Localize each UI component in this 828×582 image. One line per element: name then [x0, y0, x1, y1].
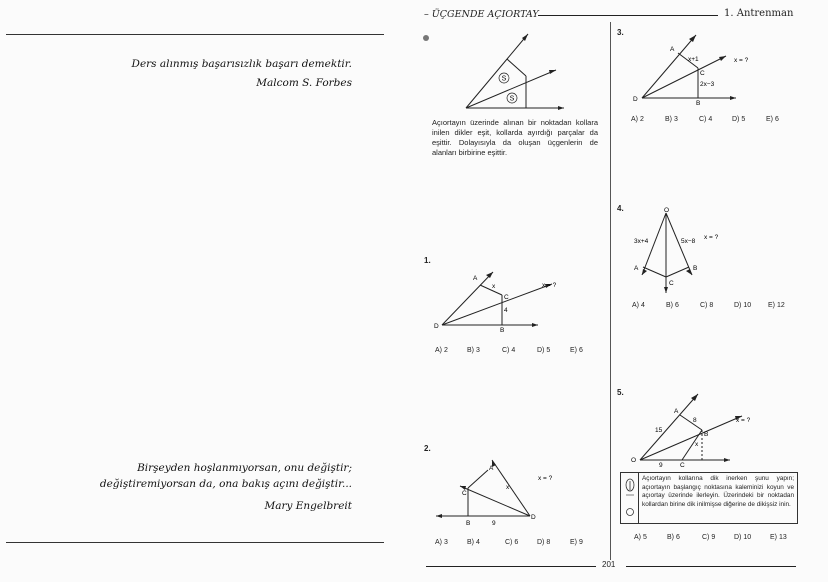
- question-5-figure: [626, 388, 796, 470]
- q2-option-b[interactable]: B) 4: [467, 539, 480, 546]
- q4-option-c[interactable]: C) 8: [700, 302, 714, 309]
- info-area-label-1: S: [501, 75, 507, 83]
- info-bullet: [423, 35, 429, 41]
- q4-label-C: C: [669, 280, 674, 287]
- q5-label-x: x: [695, 441, 699, 448]
- q2-option-a[interactable]: A) 3: [435, 539, 448, 546]
- q2-label-A: A: [489, 465, 494, 472]
- q2-option-d[interactable]: D) 8: [537, 539, 551, 546]
- q1-prompt: x = ?: [542, 282, 557, 289]
- q3-option-c[interactable]: C) 4: [699, 116, 713, 123]
- question-2-figure: [430, 448, 600, 530]
- q2-label-x: x: [506, 484, 510, 491]
- q1-label-C: C: [504, 294, 509, 301]
- q3-label-C: C: [700, 70, 705, 77]
- question-4-number: 4.: [617, 204, 624, 213]
- q3-option-a[interactable]: A) 2: [631, 116, 644, 123]
- header-tag: 1. Antrenman: [724, 8, 794, 19]
- q1-option-c[interactable]: C) 4: [502, 347, 516, 354]
- tip-box: [620, 472, 798, 524]
- info-text: Açıortayın üzerinde alınan bir noktadan kollara inilen dikler eşit, kollarda ayırdığı parçalar da eşittir. Dolayısıyla da oluşan üçgenlerin de alanları birbirine eşittir.: [432, 118, 598, 157]
- q5-label-C: C: [680, 462, 685, 469]
- pencil-icon: [625, 477, 635, 519]
- q3-option-d[interactable]: D) 5: [732, 116, 746, 123]
- q2-label-D: D: [531, 514, 536, 521]
- q4-option-d[interactable]: D) 10: [734, 302, 752, 309]
- question-3-figure: [626, 30, 796, 112]
- q2-option-e[interactable]: E) 9: [570, 539, 583, 546]
- header-rule: [538, 15, 718, 16]
- q5-option-d[interactable]: D) 10: [734, 534, 752, 541]
- q1-option-e[interactable]: E) 6: [570, 347, 583, 354]
- q5-label-9: 9: [659, 462, 663, 469]
- q3-label-xp1: x+1: [688, 56, 699, 63]
- q4-label-O: O: [664, 207, 670, 214]
- q1-option-d[interactable]: D) 5: [537, 347, 551, 354]
- column-divider: [610, 22, 611, 560]
- q2-label-C: C: [462, 490, 467, 497]
- q5-label-B: B: [704, 431, 709, 438]
- q2-option-c[interactable]: C) 6: [505, 539, 519, 546]
- question-5-number: 5.: [617, 388, 624, 397]
- quote-2-line-1: Birşeyden hoşlanmıyorsan, onu değiştir;: [137, 462, 352, 474]
- q5-option-a[interactable]: A) 5: [634, 534, 647, 541]
- section-title: – ÜÇGENDE AÇIORTAY: [424, 9, 539, 20]
- q1-option-a[interactable]: A) 2: [435, 347, 448, 354]
- q2-label-9: 9: [492, 520, 496, 527]
- info-area-label-2: S: [509, 95, 515, 103]
- question-4-figure: [628, 205, 798, 295]
- q2-label-B: B: [466, 520, 471, 527]
- q4-option-e[interactable]: E) 12: [768, 302, 785, 309]
- q4-label-A: A: [634, 265, 639, 272]
- q5-label-15: 15: [655, 427, 663, 434]
- q3-label-A: A: [670, 46, 675, 53]
- question-1-number: 1.: [424, 256, 431, 265]
- q3-option-e[interactable]: E) 6: [766, 116, 779, 123]
- q3-option-b[interactable]: B) 3: [665, 116, 678, 123]
- q4-label-3x4: 3x+4: [634, 238, 649, 245]
- q5-prompt: x = ?: [736, 417, 751, 424]
- tip-divider: [638, 473, 639, 523]
- q5-option-c[interactable]: C) 9: [702, 534, 716, 541]
- tip-text: Açıortayın kollarına dik inerken şunu yapın; açıortayın başlangıç noktasına kaleminizi koyun ve açıortay üzerinde ilerleyin. Üzerindeki bir noktadan kollardan birine dik inilmişse diğerine de dikişsiz inin.: [642, 475, 794, 508]
- q5-label-O: O: [631, 457, 637, 464]
- footer-rule-right: [626, 566, 796, 567]
- quote-1-author: Malcom S. Forbes: [256, 77, 352, 89]
- q3-label-D: D: [633, 96, 638, 103]
- q1-label-A: A: [473, 275, 478, 282]
- footer-rule-left: [426, 566, 596, 567]
- q3-prompt: x = ?: [734, 57, 749, 64]
- q2-prompt: x = ?: [538, 475, 553, 482]
- q5-option-b[interactable]: B) 6: [667, 534, 680, 541]
- q3-label-2x-3: 2x−3: [700, 81, 715, 88]
- question-3-number: 3.: [617, 28, 624, 37]
- q4-option-a[interactable]: A) 4: [632, 302, 645, 309]
- info-figure: [460, 30, 570, 112]
- q1-label-B: B: [500, 327, 505, 334]
- q3-label-B: B: [696, 100, 701, 107]
- q4-option-b[interactable]: B) 6: [666, 302, 679, 309]
- q4-label-B: B: [693, 265, 698, 272]
- q5-label-A: A: [674, 408, 679, 415]
- q5-option-e[interactable]: E) 13: [770, 534, 787, 541]
- q1-label-4: 4: [504, 307, 508, 314]
- q1-label-x: x: [492, 283, 496, 290]
- quote-2-line-2: değiştiremiyorsan da, ona bakış açını değiştir...: [99, 478, 352, 490]
- left-top-rule: [6, 34, 384, 35]
- quote-1-text: Ders alınmış başarısızlık başarı demektir.: [131, 58, 352, 70]
- q1-option-b[interactable]: B) 3: [467, 347, 480, 354]
- page-number: 201: [602, 560, 616, 569]
- left-bottom-rule: [6, 542, 384, 543]
- quote-2-author: Mary Engelbreit: [264, 500, 352, 512]
- question-1-figure: [430, 262, 600, 337]
- section-title-text: ÜÇGENDE AÇIORTAY: [431, 9, 539, 20]
- q4-prompt: x = ?: [704, 234, 719, 241]
- q5-label-8: 8: [693, 417, 697, 424]
- question-2-number: 2.: [424, 444, 431, 453]
- q1-label-D: D: [434, 323, 439, 330]
- q4-label-5x8: 5x−8: [681, 238, 696, 245]
